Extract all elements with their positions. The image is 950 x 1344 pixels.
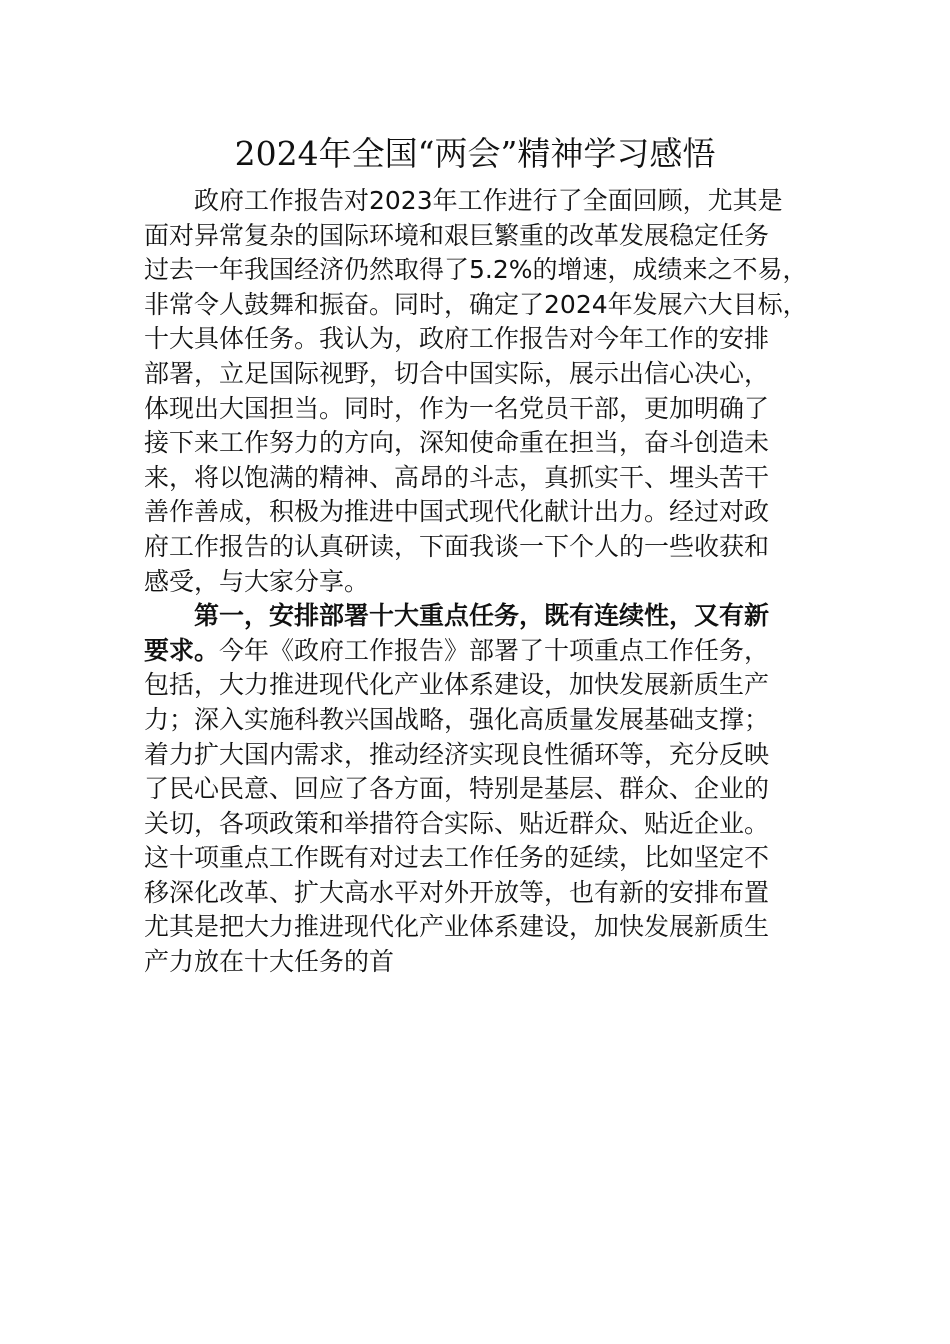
paragraph-1-line: 面对异常复杂的国际环境和艰巨繁重的改革发展稳定任务 xyxy=(144,220,770,250)
paragraph-2-line: 包括，大力推进现代化产业体系建设，加快发展新质生产 xyxy=(144,670,770,700)
paragraph-2-line: 着力扩大国内需求，推动经济实现良性循环等，充分反映 xyxy=(144,739,770,769)
paragraph-1-line: 十大具体任务。我认为，政府工作报告对今年工作的安排 xyxy=(144,324,770,354)
section-heading-end: 要求。 xyxy=(144,635,220,665)
paragraph-2-line: 产力放在十大任务的首 xyxy=(144,947,395,977)
paragraph-1-line: 善作善成，积极为推进中国式现代化献计出力。经过对政 xyxy=(144,497,770,527)
paragraph-1-line: 体现出大国担当。同时，作为一名党员干部，更加明确了 xyxy=(144,393,770,423)
paragraph-1-line: 来，将以饱满的精神、高昂的斗志，真抓实干、埋头苦干 xyxy=(144,462,770,492)
paragraph-1-line: 非常令人鼓舞和振奋。同时，确定了2024年发展六大目标， xyxy=(144,289,808,319)
document-body xyxy=(144,184,814,980)
paragraph-2-line xyxy=(144,634,814,669)
section-heading: 第一，安排部署十大重点任务，既有连续性，又有新 xyxy=(194,601,770,631)
document-title: 2024年全国“两会”精神学习感悟 xyxy=(234,134,716,173)
paragraph-2-line: 移深化改革、扩大高水平对外开放等，也有新的安排布置 xyxy=(144,877,770,907)
paragraph-1-line: 政府工作报告对2023年工作进行了全面回顾，尤其是 xyxy=(194,186,783,215)
paragraph-2-line: 关切，各项政策和举措符合实际、贴近群众、贴近企业。 xyxy=(144,808,770,838)
paragraph-2-line: 力；深入实施科教兴国战略，强化高质量发展基础支撑； xyxy=(144,704,770,734)
paragraph-1-line: 过去一年我国经济仍然取得了5.2%的增速，成绩来之不易， xyxy=(144,255,808,285)
paragraph-1-line: 部署，立足国际视野，切合中国实际，展示出信心决心， xyxy=(144,358,770,388)
paragraph-2-text: 今年《政府工作报告》部署了十项重点工作任务， xyxy=(219,635,770,665)
paragraph-2-line: 了民心民意、回应了各方面，特别是基层、群众、企业的 xyxy=(144,774,770,804)
paragraph-1-line: 感受，与大家分享。 xyxy=(144,566,370,596)
paragraph-2-line: 这十项重点工作既有对过去工作任务的延续，比如坚定不 xyxy=(144,843,770,873)
paragraph-1-line: 府工作报告的认真研读，下面我谈一下个人的一些收获和 xyxy=(144,531,770,561)
paragraph-1-line: 接下来工作努力的方向，深知使命重在担当，奋斗创造未 xyxy=(144,428,770,458)
paragraph-2-line: 尤其是把大力推进现代化产业体系建设，加快发展新质生 xyxy=(144,912,770,942)
